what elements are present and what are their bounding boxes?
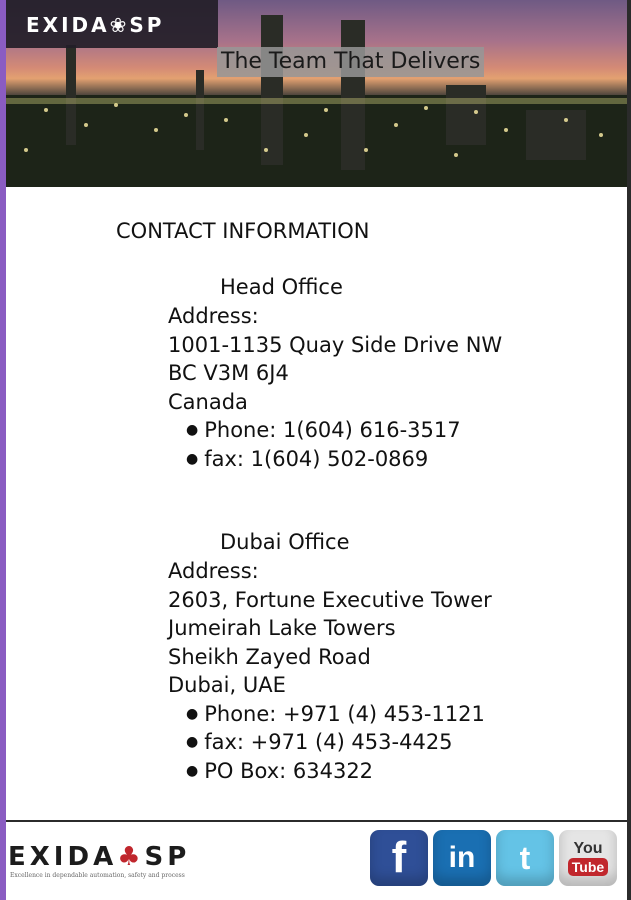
footer-divider	[6, 820, 627, 822]
dubai-office-block	[168, 528, 492, 785]
footer-tagline: Excellence in dependable automation, safety and process	[10, 872, 185, 879]
youtube-icon[interactable]	[559, 830, 617, 886]
dubai-office-address-line: Dubai, UAE	[168, 673, 286, 697]
head-office-address-label: Address:	[168, 304, 259, 328]
facebook-icon[interactable]	[370, 830, 428, 886]
dubai-office-address-line: 2603, Fortune Executive Tower	[168, 587, 492, 612]
dubai-office-po-box: ● PO Box: 634322	[186, 758, 374, 783]
youtube-glyph-top: You	[573, 840, 603, 857]
head-office-phone[interactable]: ● Phone: 1(604) 616-3517	[186, 418, 461, 442]
twitter-icon[interactable]	[496, 830, 554, 886]
head-office-address-line: BC V3M 6J4	[168, 361, 289, 385]
twitter-glyph: t	[519, 839, 531, 876]
footer-logo-right: SP	[144, 842, 191, 872]
right-frame	[627, 0, 631, 900]
dubai-office-phone[interactable]: ● Phone: +971 (4) 453-1121	[186, 701, 485, 726]
footer-logo[interactable]	[8, 842, 190, 872]
head-office-block	[168, 273, 502, 473]
linkedin-glyph: in	[448, 841, 476, 874]
head-office-name: Head Office	[220, 275, 343, 299]
maple-leaf-icon: ♣	[117, 842, 145, 872]
dubai-office-address-line: Sheikh Zayed Road	[168, 644, 371, 669]
header-tagline: The Team That Delivers	[217, 47, 484, 77]
dubai-office-address-label: Address:	[168, 559, 259, 583]
head-office-fax: ● fax: 1(604) 502-0869	[186, 446, 429, 471]
dubai-office-address-line: Jumeirah Lake Towers	[168, 616, 396, 640]
dubai-office-name: Dubai Office	[220, 530, 350, 554]
header-logo-box	[6, 0, 218, 48]
dubai-office-fax: ● fax: +971 (4) 453-4425	[186, 730, 453, 754]
footer-logo-left: EXIDA	[8, 842, 118, 872]
head-office-address-line: 1001-1135 Quay Side Drive NW	[168, 332, 503, 357]
head-office-address-line: Canada	[168, 389, 248, 414]
linkedin-icon[interactable]	[433, 830, 491, 886]
header-logo[interactable]: EXIDA❀SP	[26, 13, 165, 37]
contact-title: CONTACT INFORMATION	[116, 219, 370, 243]
facebook-glyph: f	[391, 833, 407, 882]
youtube-glyph-bottom: Tube	[568, 858, 608, 876]
header-banner	[6, 0, 627, 187]
